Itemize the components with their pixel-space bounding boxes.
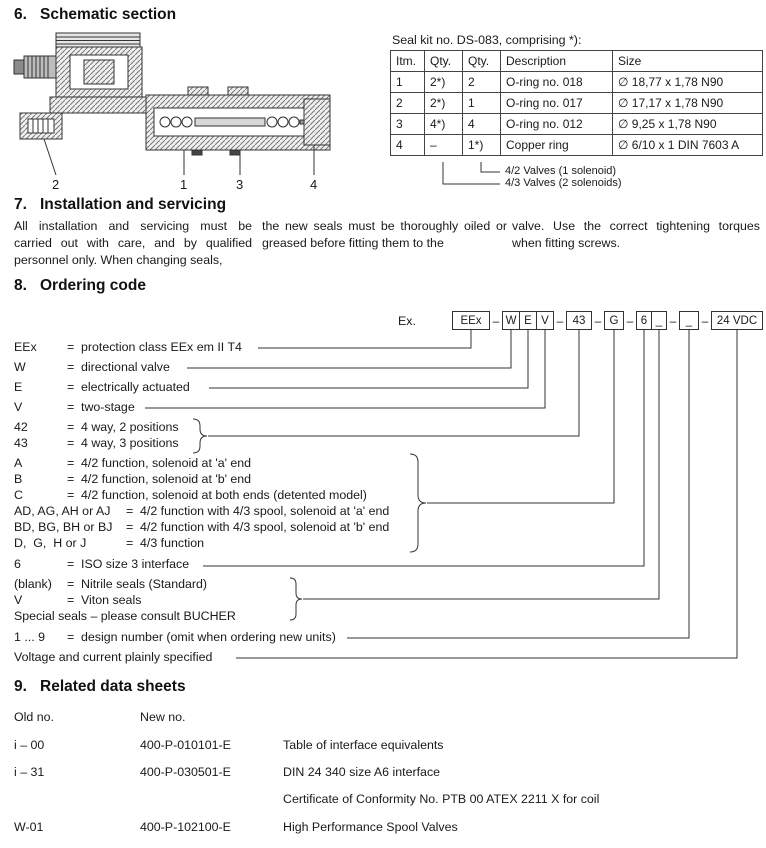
- cell-qty1: 4*): [425, 114, 463, 135]
- code-dash: –: [701, 313, 709, 328]
- seal-kit-row: [391, 114, 763, 135]
- code-box-eex: EEx: [452, 311, 490, 330]
- related-new-no: 400-P-030501-E: [140, 765, 231, 779]
- ordering-line-voltage: [14, 650, 226, 664]
- ordering-eq: =: [67, 557, 75, 571]
- ordering-desc: two-stage: [81, 400, 135, 414]
- ordering-eq: =: [126, 520, 134, 534]
- ordering-key: B: [14, 472, 23, 486]
- ordering-line-b: [14, 472, 251, 486]
- seal-kit-caption: Seal kit no. DS-083, comprising *):: [392, 33, 582, 47]
- ordering-line-42: [14, 420, 179, 434]
- schematic-item-label-3: 3: [236, 177, 244, 192]
- related-description: Table of interface equivalents: [283, 738, 444, 752]
- ordering-line-e: [14, 380, 190, 394]
- ordering-line-w: [14, 360, 170, 374]
- ordering-desc: electrically actuated: [81, 380, 190, 394]
- col-header-qty2: Qty.: [463, 51, 501, 72]
- section8-number: 8.: [14, 277, 27, 294]
- seal-kit-row: [391, 72, 763, 93]
- ordering-desc: 4 way, 2 positions: [81, 420, 179, 434]
- code-box-v: V: [536, 311, 554, 330]
- related-col-header-old: Old no.: [14, 710, 54, 724]
- ordering-key: (blank): [14, 577, 52, 591]
- ordering-key: V: [14, 593, 23, 607]
- ordering-eq: =: [126, 536, 134, 550]
- ordering-desc: 4/2 function, solenoid at 'a' end: [81, 456, 252, 470]
- code-dash: –: [669, 313, 677, 328]
- ordering-desc: 4/2 function, solenoid at 'b' end: [81, 472, 252, 486]
- cell-size: ∅ 17,17 x 1,78 N90: [613, 93, 763, 114]
- related-description: Certificate of Conformity No. PTB 00 ATEX 2211 X for coil: [283, 792, 600, 806]
- ordering-key: EEx: [14, 340, 37, 354]
- cell-itm: 3: [391, 114, 425, 135]
- ordering-line-ad: [14, 504, 389, 518]
- ordering-key: AD, AG, AH or AJ: [14, 504, 111, 518]
- seal-kit-row: [391, 93, 763, 114]
- ordering-line-bd: [14, 520, 389, 534]
- ordering-line-blank-seal: [14, 577, 207, 591]
- cell-description: Copper ring: [501, 135, 613, 156]
- cell-size: ∅ 6/10 x 1 DIN 7603 A: [613, 135, 763, 156]
- cell-qty2: 1*): [463, 135, 501, 156]
- section8-title: Ordering code: [40, 277, 146, 294]
- code-box-voltage: 24 VDC: [711, 311, 763, 330]
- code-box-g: G: [604, 311, 624, 330]
- schematic-item-label-1: 1: [180, 177, 188, 192]
- seal-kit-header-row: [391, 51, 763, 72]
- ordering-eq: =: [67, 360, 75, 374]
- ordering-desc: 4/3 function: [140, 536, 205, 550]
- code-box-e: E: [519, 311, 537, 330]
- ordering-key: Voltage and current plainly specified: [14, 650, 213, 664]
- ordering-line-a: [14, 456, 251, 470]
- ordering-eq: =: [67, 400, 75, 414]
- code-box-seal-blank: _: [651, 311, 667, 330]
- schematic-item-label-4: 4: [310, 177, 318, 192]
- cell-qty2: 1: [463, 93, 501, 114]
- cell-size: ∅ 9,25 x 1,78 N90: [613, 114, 763, 135]
- ordering-line-special-seals: [14, 609, 250, 623]
- ordering-line-v: [14, 400, 135, 414]
- cell-description: O-ring no. 018: [501, 72, 613, 93]
- code-dash: –: [556, 313, 564, 328]
- section6-title: Schematic section: [40, 6, 177, 23]
- seal-table-bracket-lines: [443, 162, 500, 184]
- seal-footnote-4-3: 4/3 Valves (2 solenoids): [505, 177, 622, 189]
- ordering-eq: =: [67, 420, 75, 434]
- col-header-qty1: Qty.: [425, 51, 463, 72]
- related-description: DIN 24 340 size A6 interface: [283, 765, 441, 779]
- code-box-6: 6: [636, 311, 652, 330]
- ex-label: Ex.: [398, 314, 416, 328]
- section8-heading: [14, 277, 146, 295]
- brace-seals: [290, 578, 302, 620]
- ordering-eq: =: [67, 436, 75, 450]
- code-dash: –: [492, 313, 500, 328]
- ordering-key: 6: [14, 557, 21, 571]
- section9-title: Related data sheets: [40, 678, 186, 695]
- code-dash: –: [626, 313, 634, 328]
- ordering-line-viton: [14, 593, 141, 607]
- ordering-desc: protection class EEx em II T4: [81, 340, 242, 354]
- code-box-43: 43: [566, 311, 592, 330]
- section6-heading: [14, 6, 176, 24]
- related-old-no: i – 31: [14, 765, 45, 779]
- col-header-description: Description: [501, 51, 613, 72]
- installation-text-col3: valve. Use the correct tightening torques when fitting screws.: [512, 219, 760, 250]
- related-new-no: 400-P-102100-E: [140, 820, 231, 834]
- cell-itm: 2: [391, 93, 425, 114]
- cell-qty1: 2*): [425, 93, 463, 114]
- ordering-key: 42: [14, 420, 28, 434]
- section9-heading: [14, 678, 186, 696]
- section7-number: 7.: [14, 196, 27, 213]
- section6-number: 6.: [14, 6, 27, 23]
- col-header-itm: Itm.: [391, 51, 425, 72]
- ordering-key: BD, BG, BH or BJ: [14, 520, 113, 534]
- code-box-w: W: [502, 311, 520, 330]
- ordering-eq: =: [67, 340, 75, 354]
- related-new-no: 400-P-010101-E: [140, 738, 231, 752]
- ordering-key: 1 ... 9: [14, 630, 45, 644]
- related-old-no: W-01: [14, 820, 44, 834]
- ordering-desc: ISO size 3 interface: [81, 557, 190, 571]
- ordering-desc: 4/2 function with 4/3 spool, solenoid at 'a' end: [140, 504, 390, 518]
- ordering-desc: Viton seals: [81, 593, 142, 607]
- cell-itm: 4: [391, 135, 425, 156]
- cell-qty1: 2*): [425, 72, 463, 93]
- cell-description: O-ring no. 012: [501, 114, 613, 135]
- ordering-key: A: [14, 456, 23, 470]
- cell-description: O-ring no. 017: [501, 93, 613, 114]
- seal-footnote-4-2: 4/2 Valves (1 solenoid): [505, 165, 617, 177]
- ordering-desc: Nitrile seals (Standard): [81, 577, 208, 591]
- section9-number: 9.: [14, 678, 27, 695]
- ordering-line-43: [14, 436, 179, 450]
- installation-text-col1: All installation and servicing must be carried out with care, and by qualified personnel only. When changing seals,: [14, 219, 252, 267]
- related-old-no: i – 00: [14, 738, 45, 752]
- ordering-key: C: [14, 488, 23, 502]
- ordering-line-eex: [14, 340, 242, 354]
- ordering-eq: =: [67, 577, 75, 591]
- ordering-eq: =: [67, 456, 75, 470]
- related-description: High Performance Spool Valves: [283, 820, 458, 834]
- ordering-line-d: [14, 536, 204, 550]
- cell-itm: 1: [391, 72, 425, 93]
- ordering-desc: design number (omit when ordering new units): [81, 630, 336, 644]
- ordering-desc: directional valve: [81, 360, 170, 374]
- code-box-design-blank: _: [679, 311, 699, 330]
- ordering-key: W: [14, 360, 26, 374]
- ordering-line-c: [14, 488, 367, 502]
- brace-functions: [410, 454, 426, 552]
- cell-qty2: 2: [463, 72, 501, 93]
- ordering-key: V: [14, 400, 23, 414]
- ordering-eq: =: [67, 593, 75, 607]
- code-dash: –: [594, 313, 602, 328]
- ordering-line-6: [14, 557, 189, 571]
- seal-kit-row: [391, 135, 763, 156]
- cell-qty2: 4: [463, 114, 501, 135]
- ordering-eq: =: [67, 472, 75, 486]
- valve-schematic-drawing: [14, 33, 330, 175]
- ordering-eq: [212, 650, 226, 664]
- col-header-size: Size: [613, 51, 763, 72]
- section7-title: Installation and servicing: [40, 196, 227, 213]
- ordering-eq: =: [67, 630, 75, 644]
- ordering-key: 43: [14, 436, 28, 450]
- ordering-desc: 4 way, 3 positions: [81, 436, 179, 450]
- ordering-eq: =: [126, 504, 134, 518]
- cell-size: ∅ 18,77 x 1,78 N90: [613, 72, 763, 93]
- ordering-key: E: [14, 380, 23, 394]
- ordering-desc: 4/2 function with 4/3 spool, solenoid at 'b' end: [140, 520, 390, 534]
- related-col-header-new: New no.: [140, 710, 186, 724]
- schematic-item-label-2: 2: [52, 177, 60, 192]
- ordering-eq: =: [67, 380, 75, 394]
- cell-qty1: –: [425, 135, 463, 156]
- installation-text-col2: the new seals must be thoroughly oiled or greased before fitting them to the: [262, 219, 507, 250]
- ordering-key: D, G, H or J: [14, 536, 87, 550]
- ordering-eq: [236, 609, 250, 623]
- ordering-key: Special seals – please consult BUCHER: [14, 609, 236, 623]
- ordering-eq: =: [67, 488, 75, 502]
- ordering-desc: 4/2 function, solenoid at both ends (detented model): [81, 488, 367, 502]
- brace-positions: [193, 419, 207, 453]
- seal-kit-table: [390, 50, 763, 156]
- section7-heading: [14, 196, 226, 214]
- ordering-line-design-number: [14, 630, 336, 644]
